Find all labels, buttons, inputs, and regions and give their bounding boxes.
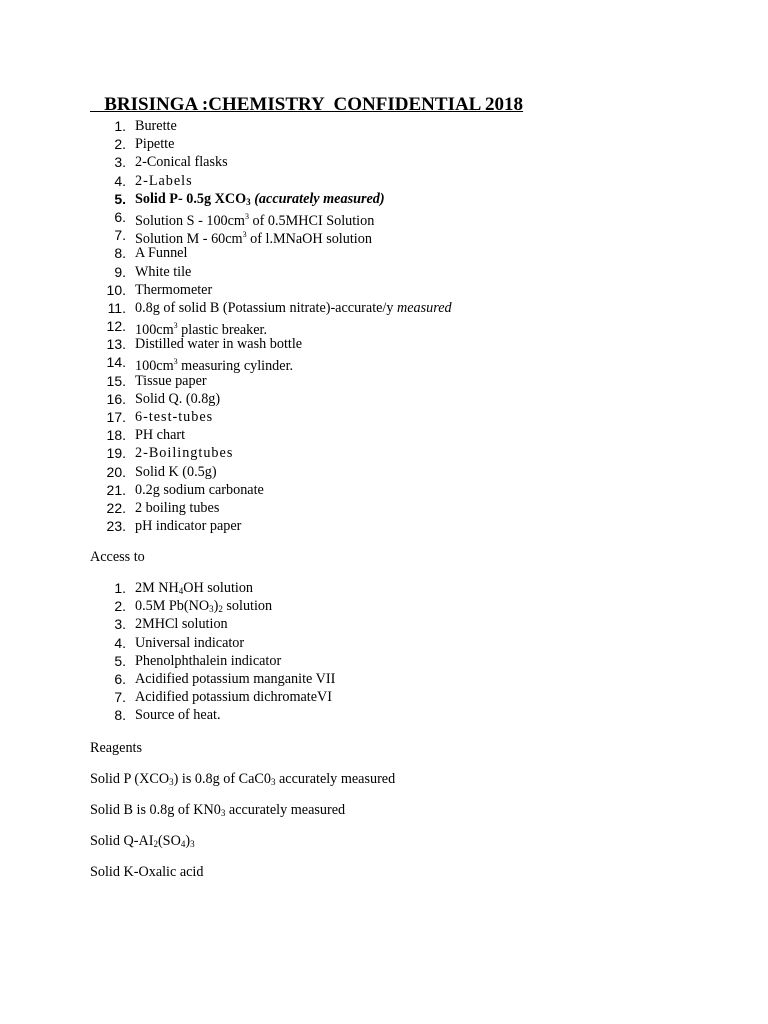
- item-number: 4.: [114, 172, 126, 189]
- subscript: 2: [218, 604, 223, 615]
- text-part: accurately measured: [275, 771, 396, 787]
- item-text: Phenolphthalein indicator: [135, 652, 282, 669]
- item-number: 8.: [114, 707, 126, 724]
- text-part: measuring cylinder.: [177, 358, 294, 375]
- item-text: 2 boiling tubes: [135, 499, 220, 516]
- text-part: ): [185, 833, 191, 849]
- item-number: 7.: [114, 227, 126, 244]
- text-part: measured: [397, 299, 452, 316]
- item-text: Tissue paper: [135, 372, 207, 389]
- subscript: 3: [190, 839, 195, 849]
- item-number: 19.: [106, 445, 126, 462]
- item-number: 6.: [114, 670, 126, 687]
- subscript: 3: [220, 808, 226, 818]
- item-text: White tile: [135, 263, 192, 280]
- item-number: 2.: [114, 598, 126, 615]
- item-number: 17.: [106, 409, 126, 425]
- item-text: 2MHCl solution: [135, 616, 228, 633]
- reagent-line: [90, 801, 345, 822]
- item-text: A Funnel: [135, 245, 188, 262]
- item-number: 1.: [114, 580, 126, 596]
- text-part: Solution M - 60cm: [135, 231, 243, 248]
- item-number: 16.: [106, 390, 126, 407]
- item-text: Pipette: [135, 136, 175, 153]
- subscript: 2: [153, 839, 158, 849]
- item-number: 18.: [106, 427, 126, 444]
- item-number: 13.: [106, 336, 126, 353]
- text-part: ): [213, 598, 219, 615]
- text-part: 100cm: [135, 322, 174, 339]
- item-number: 3.: [114, 154, 126, 171]
- subscript: 3: [270, 777, 276, 787]
- item-number: 8.: [114, 245, 126, 262]
- text-part: 0.8g of solid B (Potassium nitrate)-accurate/y: [135, 299, 398, 316]
- item-number: 21.: [106, 481, 126, 498]
- subscript: 3: [209, 604, 214, 615]
- text-part: Solution S - 100cm: [135, 212, 245, 229]
- text-part: of l.MNaOH solution: [246, 231, 372, 248]
- item-number: 14.: [106, 354, 126, 371]
- item-text: Solid Q. (0.8g): [135, 390, 221, 407]
- item-text: Acidified potassium manganite VII: [135, 670, 336, 687]
- text-part: Solid P (XCO: [90, 771, 170, 787]
- text-part: Solid B is 0.8g of KN0: [90, 802, 221, 818]
- item-number: 12.: [106, 318, 126, 335]
- item-number: 1.: [114, 118, 126, 134]
- text-part: (accurately measured): [250, 190, 385, 207]
- item-text: [135, 299, 452, 317]
- item-number: 11.: [107, 299, 126, 316]
- item-text: Acidified potassium dichromateVI: [135, 689, 332, 706]
- reagent-line: [90, 770, 395, 791]
- item-number: 15.: [106, 372, 126, 389]
- item-number: 6.: [114, 208, 126, 225]
- reagents-heading: Reagents: [90, 740, 143, 756]
- item-number: 22.: [106, 499, 126, 516]
- item-number: 3.: [114, 616, 126, 633]
- item-number: 2.: [114, 136, 126, 153]
- item-text: PH chart: [135, 427, 186, 444]
- item-number: 23.: [106, 518, 126, 535]
- text-part: plastic breaker.: [177, 322, 268, 339]
- text-part: 0.5M Pb(NO: [135, 598, 210, 615]
- subscript: 3: [246, 196, 251, 207]
- item-text: 2-Labels: [135, 172, 193, 189]
- text-part: solution: [222, 598, 273, 615]
- item-text: Thermometer: [135, 281, 213, 298]
- reagent-line: [90, 832, 195, 853]
- item-text: 2-Conical flasks: [135, 154, 228, 171]
- item-text: Distilled water in wash bottle: [135, 336, 303, 353]
- superscript: 3: [173, 321, 178, 331]
- text-part: ) is 0.8g of CaC0: [173, 771, 271, 787]
- superscript: 3: [244, 211, 249, 221]
- superscript: 3: [242, 230, 247, 240]
- subscript: 4: [180, 839, 186, 849]
- item-number: 4.: [114, 634, 126, 651]
- item-text: 6-test-tubes: [135, 409, 214, 425]
- item-number: 9.: [114, 263, 126, 280]
- superscript: 3: [173, 357, 178, 367]
- reagent-line: Solid K-Oxalic acid: [90, 864, 204, 880]
- item-text: pH indicator paper: [135, 518, 242, 535]
- access-heading: Access to: [90, 549, 145, 565]
- text-part: Solid P- 0.5g XCO: [135, 190, 247, 207]
- item-text: 2-Boilingtubes: [135, 445, 234, 462]
- item-number: 5.: [114, 190, 126, 207]
- item-text: 0.2g sodium carbonate: [135, 481, 264, 498]
- item-text: Source of heat.: [135, 707, 221, 724]
- item-text: Burette: [135, 118, 177, 134]
- text-part: 100cm: [135, 358, 174, 375]
- text-part: Solid Q-AI: [90, 833, 154, 849]
- subscript: 4: [178, 586, 184, 596]
- text-part: of 0.5MHCI Solution: [248, 212, 375, 229]
- item-number: 7.: [114, 689, 126, 706]
- item-number: 10.: [106, 281, 126, 298]
- text-part: (SO: [157, 833, 181, 849]
- item-number: 20.: [106, 463, 126, 480]
- document-title: BRISINGA :CHEMISTRY CONFIDENTIAL 2018: [90, 94, 524, 115]
- text-part: OH solution: [183, 580, 254, 596]
- item-text: Solid K (0.5g): [135, 463, 217, 480]
- text-part: 2M NH: [135, 580, 179, 596]
- item-text: Universal indicator: [135, 634, 245, 651]
- item-number: 5.: [114, 652, 126, 669]
- subscript: 3: [169, 777, 174, 787]
- text-part: accurately measured: [225, 802, 346, 818]
